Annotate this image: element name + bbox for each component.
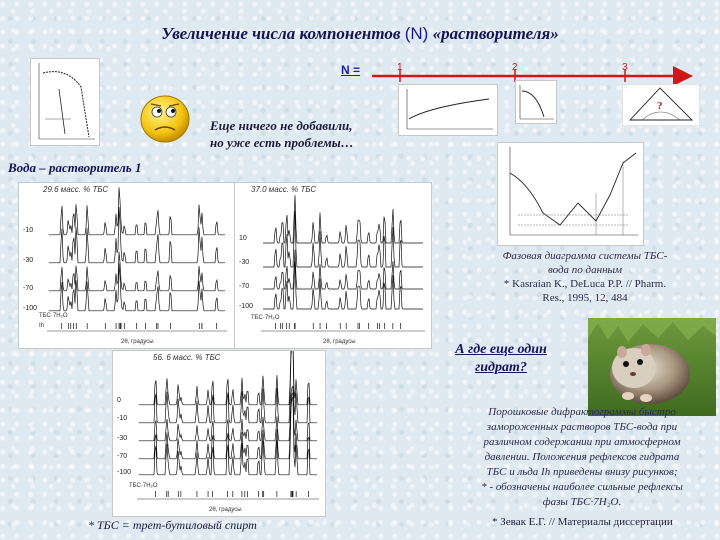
powder-caption-line-4: давлении. Положения рефлексов гидрата bbox=[484, 451, 680, 463]
axis-label: N = bbox=[341, 63, 361, 77]
hydrate-question-line-2: гидрат? bbox=[475, 360, 527, 375]
hydrate-label-2: ТБС·7H₂O bbox=[251, 315, 280, 321]
phase-caption-line-2: вода по данным bbox=[548, 264, 622, 276]
note-line-1: Еще ничего не добавили, bbox=[210, 118, 353, 133]
x-label-3: 2θ, градусы bbox=[209, 507, 242, 513]
diffractogram-37-0-chart bbox=[235, 183, 431, 348]
two-component-diagram-b bbox=[515, 80, 557, 124]
phase-caption-ref-1: * Kasraian K., DeLuca P.P. // Pharm. bbox=[503, 278, 667, 290]
hamster-photo bbox=[588, 318, 716, 416]
y-label-1-0: -10 bbox=[23, 227, 34, 234]
axis-tick-1: 1 bbox=[397, 62, 403, 73]
y-label-3-0: 0 bbox=[117, 397, 121, 404]
powder-caption-line-6: * - обозначены наиболее сильные рефлексы bbox=[481, 481, 683, 493]
title-tail: «растворителя» bbox=[432, 24, 559, 43]
single-component-diagram bbox=[30, 58, 100, 146]
powder-caption-line-2: замороженных растворов ТБС-вода при bbox=[486, 421, 678, 433]
hydrate-label-3: ТБС·7H₂O bbox=[129, 483, 158, 489]
page-title bbox=[0, 24, 720, 44]
water-solvent-label: Вода – растворитель 1 bbox=[8, 160, 142, 175]
y-label-2-0: 10 bbox=[239, 235, 247, 242]
plot-title-1: 29.6 масс. % ТБС bbox=[43, 185, 109, 194]
y-label-2-3: -100 bbox=[239, 303, 254, 310]
footnote-source: * Зевак Е.Г. // Материалы диссертации bbox=[492, 516, 673, 528]
footnote-tbs: * ТБС = трет-бутиловый спирт bbox=[88, 518, 257, 532]
plot-title-3: 56. 6 масс. % ТБС bbox=[153, 353, 221, 362]
two-component-diagram bbox=[398, 84, 498, 136]
powder-caption-line-5: ТБС и льда Ih приведены внизу рисунков; bbox=[486, 466, 678, 478]
diffractogram-29-6-chart bbox=[19, 183, 234, 348]
ice-label-1: Ih bbox=[39, 323, 45, 329]
y-label-3-1: -10 bbox=[117, 415, 128, 422]
y-label-1-1: -30 bbox=[23, 257, 34, 264]
y-label-3-2: -30 bbox=[117, 435, 128, 442]
axis-tick-3: 3 bbox=[622, 62, 628, 73]
worried-smiley-icon bbox=[137, 92, 193, 144]
phase-caption-ref-2: Res., 1995, 12, 484 bbox=[542, 292, 628, 304]
hydrate-question-line-1: А где еще один bbox=[455, 342, 547, 357]
title-symbol: (N) bbox=[404, 24, 429, 43]
diffractogram-37-0 bbox=[234, 182, 432, 349]
powder-caption-line-1: Порошковые дифрактограммы быстро bbox=[488, 406, 676, 418]
problem-note bbox=[210, 117, 354, 151]
unknown-marker: ? bbox=[657, 100, 663, 112]
diffractogram-29-6 bbox=[18, 182, 235, 349]
tbs-water-phase-diagram bbox=[497, 142, 644, 246]
y-label-2-1: -30 bbox=[239, 259, 250, 266]
note-line-2: но уже есть проблемы… bbox=[210, 135, 354, 150]
x-label-1: 2θ, градусы bbox=[121, 339, 154, 345]
y-label-1-3: -100 bbox=[23, 305, 38, 312]
y-label-3-3: -70 bbox=[117, 453, 128, 460]
title-text: Увеличение числа компонентов bbox=[161, 24, 401, 43]
y-label-3-4: -100 bbox=[117, 469, 132, 476]
phase-caption-line-1: Фазовая диаграмма системы ТБС- bbox=[502, 250, 668, 262]
plot-title-2: 37.0 масс. % ТБС bbox=[251, 185, 317, 194]
x-label-2: 2θ, градусы bbox=[323, 339, 356, 345]
axis-tick-2: 2 bbox=[512, 62, 518, 73]
hydrate-label-1: ТБС·7H₂O bbox=[39, 313, 68, 319]
powder-caption-line-7: фазы ТБС·7H₂O. bbox=[542, 496, 622, 508]
diffractogram-56-6 bbox=[112, 350, 326, 517]
powder-caption-line-3: различном содержании при атмосферном bbox=[483, 436, 681, 448]
diffraction-trace bbox=[49, 187, 225, 235]
powder-diffraction-caption bbox=[447, 405, 717, 510]
diffractogram-56-6-chart bbox=[113, 351, 325, 516]
phase-diagram-caption bbox=[460, 249, 710, 305]
y-label-1-2: -70 bbox=[23, 285, 34, 292]
hydrate-question bbox=[436, 341, 566, 377]
y-label-2-2: -70 bbox=[239, 283, 250, 290]
